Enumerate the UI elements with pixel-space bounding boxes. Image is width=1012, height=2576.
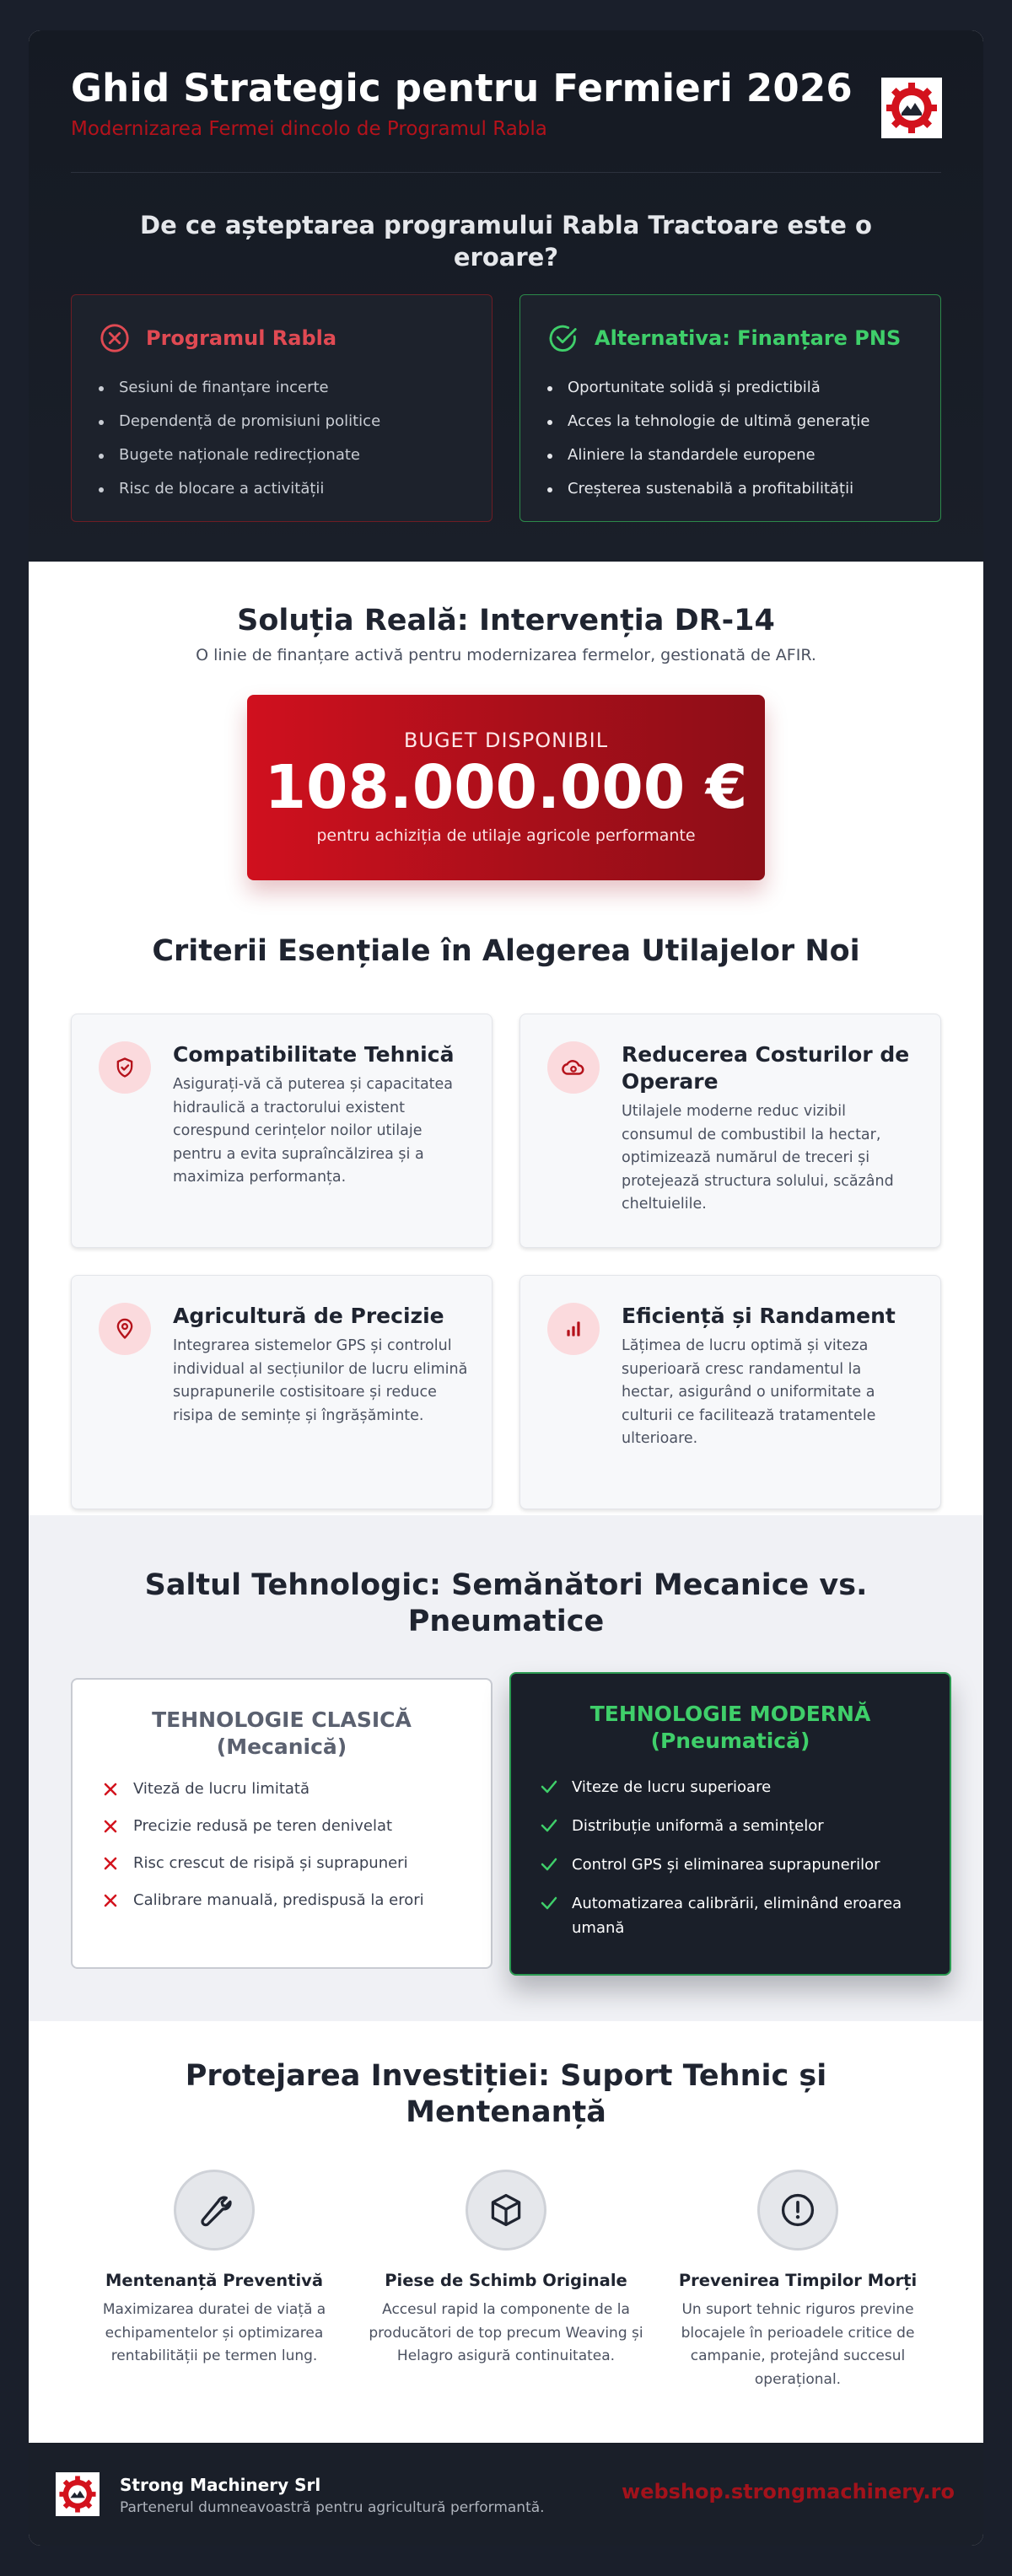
criteria-card-title: Reducerea Costurilor de Operare (622, 1042, 910, 1094)
list-item-text: Calibrare manuală, predispusă la erori (133, 1891, 424, 1909)
budget-value: 108.000.000 € (264, 752, 748, 822)
list-item-text: Viteze de lucru superioare (572, 1778, 772, 1796)
criteria-card-title: Agricultură de Precizie (173, 1304, 444, 1328)
check-mark-icon (540, 1894, 558, 1912)
modern-tech-title-line1: TEHNOLOGIE MODERNĂ (589, 1702, 871, 1726)
list-item-text: Automatizarea calibrării, eliminând eroarea umană (572, 1895, 902, 1937)
classic-tech-card (71, 1678, 493, 1969)
company-logo (881, 78, 942, 138)
support-title: Protejarea Investiției: Suport Tehnic și Mentenanță (185, 2059, 827, 2129)
pns-card (519, 294, 941, 522)
list-item: Sesiuni de finanțare incerte (119, 371, 380, 405)
classic-tech-title (73, 1707, 491, 1761)
modern-tech-list (540, 1775, 928, 1955)
list-item: Acces la tehnologie de ultimă generație (568, 405, 869, 438)
list-item: Aliniere la standardele europene (568, 438, 869, 472)
technology-section (29, 1515, 983, 2021)
footer-company: Strong Machinery Srl (120, 2475, 321, 2495)
gear-logo-icon (885, 81, 939, 135)
check-circle-icon (547, 322, 579, 354)
criteria-card-efficiency (519, 1275, 941, 1509)
criteria-card-title: Compatibilitate Tehnică (173, 1042, 455, 1067)
list-item: Oportunitate solidă și predictibilă (568, 371, 869, 405)
list-item (540, 1891, 928, 1940)
gear-logo-icon (58, 2475, 97, 2514)
support-column-text: Maximizarea duratei de viață a echipamentelor și optimizarea rentabilității pe termen lung. (102, 2301, 326, 2364)
modern-tech-card (509, 1672, 951, 1976)
criteria-card-title: Eficiență și Randament (622, 1304, 896, 1328)
criteria-card-text: Lățimea de lucru optimă și viteza superioară cresc randamentul la hectar, asigurând o uniformitate a culturii ce facilitează tratamentele ulterioare. (622, 1337, 876, 1447)
budget-label: BUGET DISPONIBIL (403, 729, 609, 752)
support-column-text: Un suport tehnic riguros previne blocajele în perioadele critice de campanie, protejând succesul operațional. (681, 2301, 915, 2388)
budget-box (247, 695, 765, 880)
list-item-text: Risc crescut de risipă și suprapuneri (133, 1854, 408, 1872)
criteria-card-compatibility (71, 1014, 493, 1248)
support-column-maintenance (75, 2170, 353, 2369)
list-item-text: Precizie redusă pe teren denivelat (133, 1817, 393, 1835)
solution-section (29, 562, 983, 1515)
classic-tech-title-line1: TEHNOLOGIE CLASICĂ (152, 1707, 412, 1732)
bar-chart-icon (547, 1303, 600, 1355)
check-mark-icon (540, 1816, 558, 1835)
list-item: Bugete naționale redirecționate (119, 438, 380, 472)
list-item (101, 1777, 424, 1815)
footer-logo (56, 2472, 100, 2516)
list-item: Creșterea sustenabilă a profitabilității (568, 472, 869, 506)
rabla-card-title: Programul Rabla (146, 326, 337, 350)
criteria-card-costs (519, 1014, 941, 1248)
support-column-downtime (659, 2170, 937, 2391)
footer (29, 2443, 983, 2546)
criteria-card-text: Asigurați-vă că puterea și capacitatea hidraulică a tractorului existent corespund cerințelor noilor utilaje pentru a evita supraîncălzirea și a maximiza performanța. (173, 1076, 454, 1186)
list-item (101, 1852, 424, 1889)
list-item (540, 1775, 928, 1799)
list-item (540, 1814, 928, 1838)
classic-tech-title-line2: (Mecanică) (216, 1734, 347, 1759)
x-mark-icon (101, 1891, 120, 1910)
location-pin-icon (99, 1303, 151, 1355)
pns-card-header (547, 322, 901, 354)
criteria-card-precision (71, 1275, 493, 1509)
modern-tech-title (511, 1701, 950, 1755)
support-column-title: Prevenirea Timpilor Morți (678, 2271, 918, 2290)
budget-note: pentru achiziția de utilaje agricole performante (316, 826, 696, 845)
rabla-card (71, 294, 493, 522)
list-item: Dependență de promisiuni politice (119, 405, 380, 438)
hero-section (29, 30, 983, 562)
infographic-frame (29, 30, 983, 2546)
solution-subtitle: O linie de finanțare activă pentru modernizarea fermelor, gestionată de AFIR. (196, 646, 816, 664)
support-column-text: Accesul rapid la componente de la producători de top precum Weaving și Helagro asigură continuitatea. (369, 2301, 643, 2364)
box-icon (466, 2170, 546, 2251)
check-mark-icon (540, 1855, 558, 1874)
pns-list (568, 371, 869, 506)
wrench-icon (174, 2170, 255, 2251)
x-circle-icon (99, 322, 131, 354)
support-column-title: Piese de Schimb Originale (385, 2271, 627, 2290)
classic-tech-list (101, 1777, 424, 1926)
list-item (540, 1853, 928, 1877)
criteria-card-text: Utilajele moderne reduc vizibil consumul de combustibil la hectar, optimizează numărul de treceri și protejează structura solului, scăzând cheltuielile. (622, 1103, 894, 1213)
check-mark-icon (540, 1777, 558, 1796)
page-title: Ghid Strategic pentru Fermieri 2026 (71, 66, 853, 110)
hero-question: De ce așteptarea programului Rabla Tractoare este o eroare? (140, 211, 872, 272)
page-subtitle: Modernizarea Fermei dincolo de Programul Rabla (71, 118, 547, 140)
support-column-title: Mentenanță Preventivă (105, 2271, 324, 2290)
criteria-card-text: Integrarea sistemelor GPS și controlul individual al secțiunilor de lucru elimină suprapunerile costisitoare și reduce risipa de semințe și îngrășăminte. (173, 1337, 468, 1424)
money-cloud-icon (547, 1041, 600, 1094)
support-column-parts (367, 2170, 645, 2369)
list-item-text: Distribuție uniformă a semințelor (572, 1817, 824, 1835)
technology-title: Saltul Tehnologic: Semănători Mecanice vs. Pneumatice (144, 1568, 868, 1638)
footer-webshop-link[interactable]: webshop.strongmachinery.ro (622, 2480, 955, 2503)
hero-divider (71, 172, 941, 173)
list-item: Risc de blocare a activității (119, 472, 380, 506)
rabla-card-header (99, 322, 336, 354)
support-section (29, 2021, 983, 2443)
pns-card-title: Alternativa: Finanțare PNS (595, 326, 902, 350)
list-item-text: Viteză de lucru limitată (133, 1780, 310, 1798)
shield-check-icon (99, 1041, 151, 1094)
modern-tech-title-line2: (Pneumatică) (650, 1729, 810, 1753)
rabla-list (119, 371, 380, 506)
solution-title: Soluția Reală: Intervenția DR-14 (237, 604, 775, 637)
list-item-text: Control GPS și eliminarea suprapunerilor (572, 1856, 880, 1874)
x-mark-icon (101, 1817, 120, 1836)
x-mark-icon (101, 1854, 120, 1873)
footer-tagline: Partenerul dumneavoastră pentru agricultură performantă. (120, 2499, 545, 2516)
list-item (101, 1815, 424, 1852)
x-mark-icon (101, 1780, 120, 1799)
list-item (101, 1889, 424, 1926)
alert-circle-icon (757, 2170, 838, 2251)
criteria-title: Criterii Esențiale în Alegerea Utilajelor Noi (152, 934, 860, 968)
